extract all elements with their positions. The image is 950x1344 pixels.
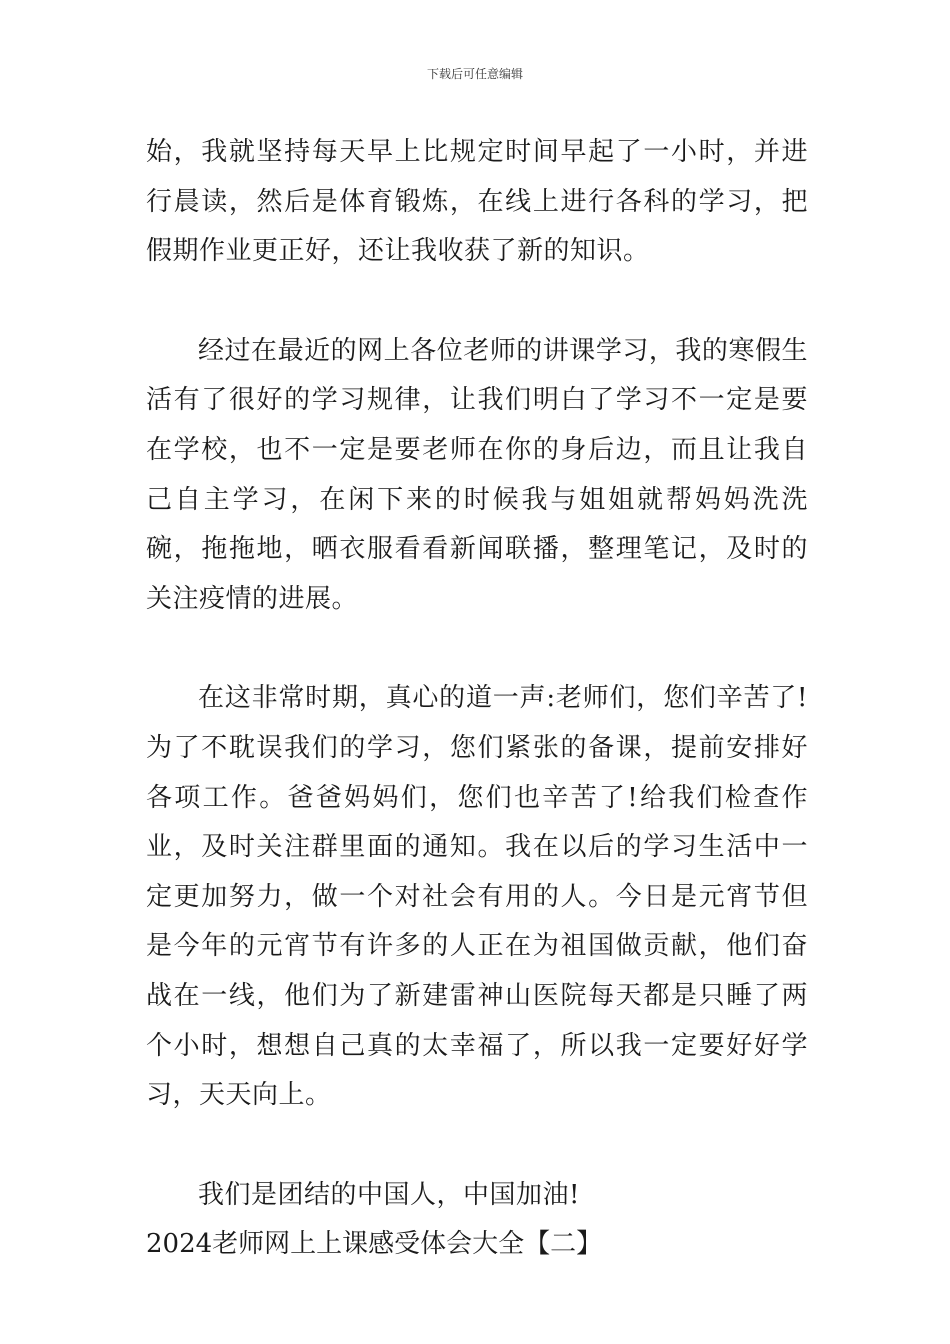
paragraph-closing-cheer: 我们是团结的中国人，中国加油! bbox=[198, 1179, 580, 1210]
section-heading: 2024老师网上上课感受体会大全【二】 bbox=[146, 1229, 603, 1260]
paragraph-online-lessons: 经过在最近的网上各位老师的讲课学习，我的寒假生活有了很好的学习规律，让我们明白了学习不一定是要在学校，也不一定是要老师在你的身后边，而且让我自己自主学习，在闲下来的时候我与姐姐就帮妈妈洗洗碗，拖拖地，晒衣服看看新闻联播，整理笔记，及时的关注疫情的进展。 bbox=[146, 335, 808, 614]
document-body bbox=[146, 128, 808, 1270]
paragraph-thanks-teachers: 在这非常时期，真心的道一声:老师们，您们辛苦了!为了不耽误我们的学习，您们紧张的备课，提前安排好各项工作。爸爸妈妈们，您们也辛苦了!给我们检查作业，及时关注群里面的通知。我在以后的学习生活中一定更加努力，做一个对社会有用的人。今日是元宵节但是今年的元宵节有许多的人正在为祖国做贡献，他们奋战在一线，他们为了新建雷神山医院每天都是只睡了两个小时，想想自己真的太幸福了，所以我一定要好好学习，天天向上。 bbox=[146, 683, 808, 1111]
page-header-note: 下载后可任意编辑 bbox=[426, 67, 523, 81]
paragraph-continuation: 始，我就坚持每天早上比规定时间早起了一小时，并进行晨读，然后是体育锻炼，在线上进行各科的学习，把假期作业更正好，还让我收获了新的知识。 bbox=[146, 137, 808, 267]
